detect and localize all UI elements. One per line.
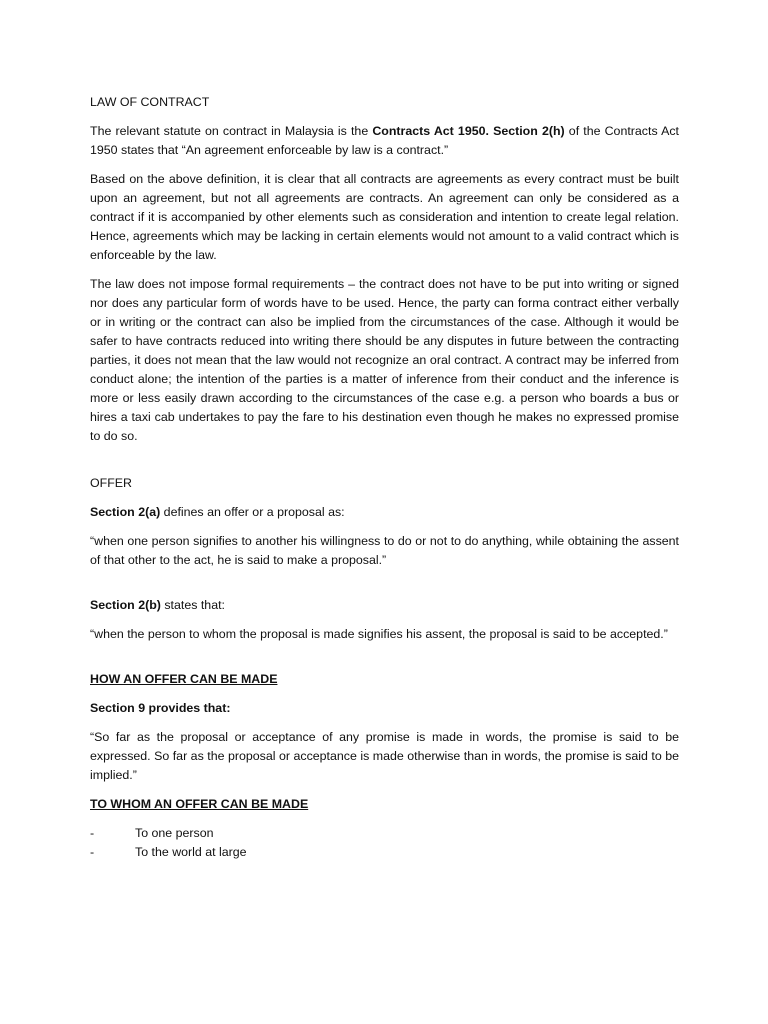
section-9-label: Section 9 provides that: [90,701,231,715]
paragraph-statute-part-a: The relevant statute on contract in Malaysia is the [90,124,373,138]
how-offer-heading-text: HOW AN OFFER CAN BE MADE [90,672,278,686]
section-9-quote: “So far as the proposal or acceptance of any promise is made in words, the promise is said to be expressed. So far as the proposal or acceptance is made otherwise than in words, the promise is said to be implied.” [90,730,679,782]
document-title: LAW OF CONTRACT [90,95,210,109]
how-offer-heading [90,670,679,689]
list-dash-marker: - [90,845,95,859]
list-item [90,843,679,862]
section-2a-label: Section 2(a) [90,505,161,519]
section-2b-rest: states that: [160,598,225,612]
paragraph-statute-bold: Contracts Act 1950. Section 2(h) [372,124,565,138]
paragraph-definition: Based on the above definition, it is clear that all contracts are agreements as every contract must be built upon an agreement, but not all agreements are contracts. An agreement can only be considered as a contract if it is accompanied by other elements such as consideration and intention to create legal relation. Hence, agreements which may be lacking in certain elements would not amount to a valid contract which is enforceable by the law. [90,172,679,262]
list-item [90,824,679,843]
to-whom-heading [90,795,679,814]
section-2a-quote: “when one person signifies to another his willingness to do or not to do anything, while obtaining the assent of that other to the act, he is said to make a proposal.” [90,534,679,567]
to-whom-heading-text: TO WHOM AN OFFER CAN BE MADE [90,797,309,811]
document-page [90,93,679,862]
section-2a-line [90,503,679,522]
offer-recipients-list [90,824,679,862]
paragraph-statute [90,122,679,160]
section-2b-quote: “when the person to whom the proposal is made signifies his assent, the proposal is said to be accepted.” [90,627,668,641]
section-2b-label: Section 2(b) [90,598,161,612]
section-9-line [90,699,679,718]
paragraph-statute-part-c: of the Contracts Act 1950 states that “An agreement enforceable by law is a contract.” [90,124,679,157]
section-2b-line [90,596,679,615]
paragraph-formalities: The law does not impose formal requirements – the contract does not have to be put into writing or signed nor does any particular form of words have to be used. Hence, the party can forma contract either verbally or in writing or the contract can also be implied from the circumstances of the case. Although it would be safer to have contracts reduced into writing there should be any disputes in future between the contracting parties, it does not mean that the law would not recognize an oral contract. A contract may be inferred from conduct alone; the intention of the parties is a matter of inference from their conduct and the inference is more or less easily drawn according to the circumstances of the case e.g. a person who boards a bus or hires a taxi cab undertakes to pay the fare to his destination even though he makes no expressed promise to do so. [90,277,679,443]
section-2a-rest: defines an offer or a proposal as: [160,505,345,519]
offer-heading: OFFER [90,476,132,490]
list-item-text: To the world at large [135,845,247,859]
list-item-text: To one person [135,826,214,840]
list-dash-marker: - [90,826,95,840]
